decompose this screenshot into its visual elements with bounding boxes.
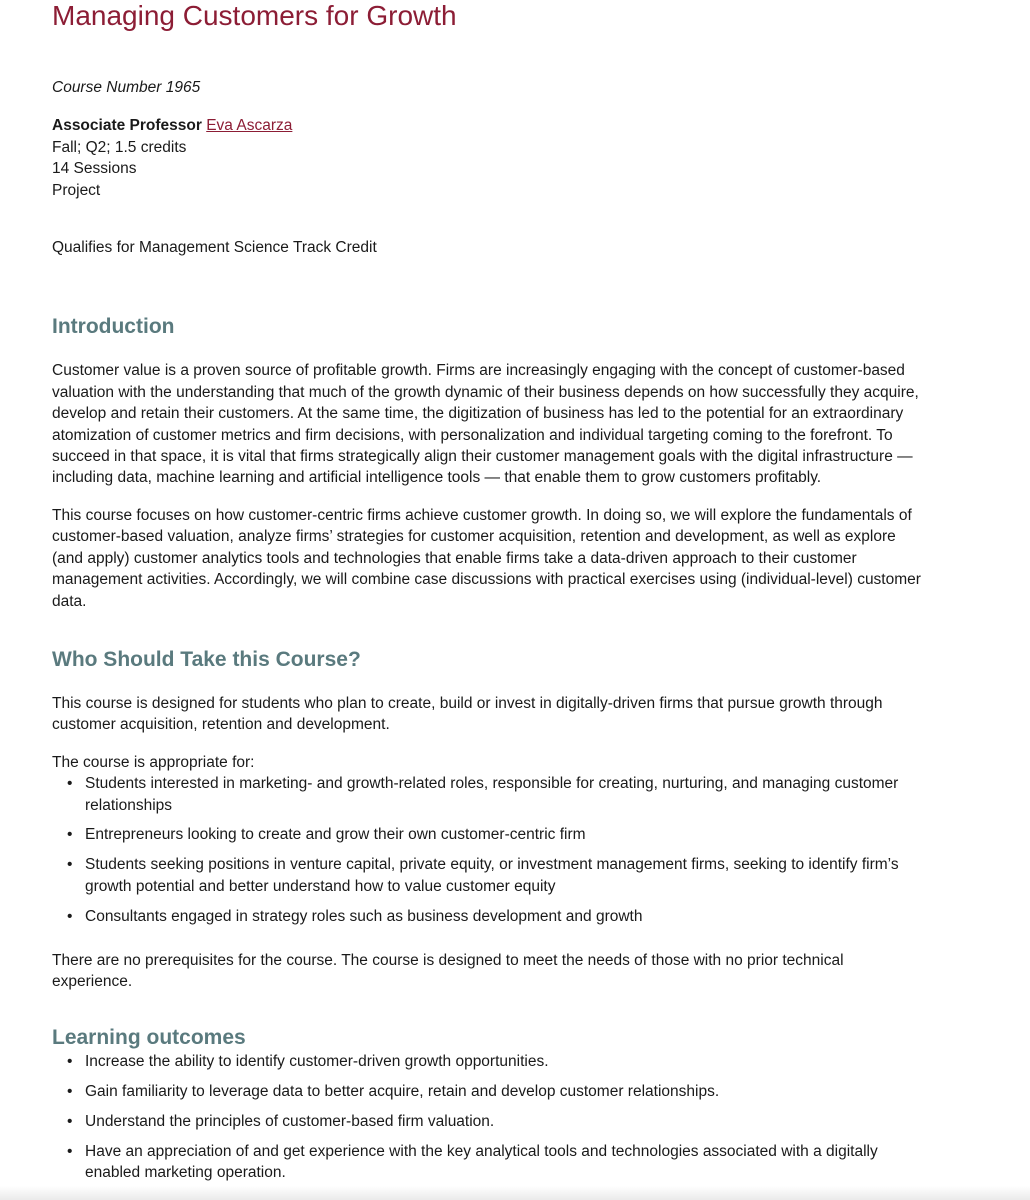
professor-link[interactable]: Eva Ascarza: [206, 117, 293, 135]
list-item-text: Students interested in marketing- and growth-related roles, responsible for creating, nurturing, and managing customer relationships: [85, 775, 899, 814]
introduction-paragraph: Customer value is a proven source of profitable growth. Firms are increasingly engaging with the concept of customer-based valuation with the understanding that much of the growth dynamic of their business depends on how successfully they acquire, develop and retain their customers. At the same time, the digitization of business has led to the potential for an extraordinary atomization of customer metrics and firm decisions, with personalization and individual targeting coming to the forefront. To succeed in that space, it is vital that firms strategically align their customer management goals with the digital infrastructure — including data, machine learning and artificial intelligence tools — that enable them to grow customers profitably.: [52, 362, 919, 487]
bullet-icon: •: [67, 826, 73, 844]
list-item-text: Entrepreneurs looking to create and grow their own customer-centric firm: [85, 826, 586, 844]
term-info: Fall; Q2; 1.5 credits: [52, 138, 187, 156]
professor-line: [52, 115, 922, 136]
list-item-text: Have an appreciation of and get experience with the key analytical tools and technologies associated with a digitally enabled marketing operation.: [85, 1142, 878, 1181]
professor-title: Associate Professor: [52, 117, 202, 135]
list-item-text: Understand the principles of customer-based firm valuation.: [85, 1112, 495, 1130]
list-item: [67, 906, 922, 927]
appropriate-for-intro: The course is appropriate for:: [52, 753, 255, 771]
bullet-icon: •: [67, 775, 73, 793]
list-item-text: Increase the ability to identify customer-driven growth opportunities.: [85, 1052, 549, 1070]
bottom-fade: [0, 1186, 1030, 1200]
course-number: Course Number 1965: [52, 79, 201, 96]
format-info: Project: [52, 181, 101, 199]
sessions-info: 14 Sessions: [52, 160, 137, 178]
list-item: [67, 824, 922, 845]
who-paragraph: This course is designed for students who plan to create, build or invest in digitally-driven firms that pursue growth through customer acquisition, retention and development.: [52, 694, 883, 734]
list-item: [67, 773, 922, 816]
bullet-icon: •: [67, 907, 73, 925]
bullet-icon: •: [67, 1112, 73, 1130]
list-item: [67, 1051, 922, 1072]
list-item: [67, 1141, 922, 1184]
list-item-text: Gain familiarity to leverage data to better acquire, retain and develop customer relationships.: [85, 1082, 720, 1100]
learning-outcomes-heading: Learning outcomes: [52, 1025, 246, 1049]
appropriate-for-list: [52, 773, 922, 927]
bullet-icon: •: [67, 1142, 73, 1160]
course-meta: [52, 115, 922, 201]
list-item-text: Students seeking positions in venture capital, private equity, or investment management firms, seeking to identify firm’s growth potential and better understand how to value customer equity: [85, 856, 899, 895]
bullet-icon: •: [67, 856, 73, 874]
bullet-icon: •: [67, 1052, 73, 1070]
list-item: [67, 1081, 922, 1102]
course-page: [52, 0, 922, 1192]
introduction-paragraph: This course focuses on how customer-centric firms achieve customer growth. In doing so, we will explore the fundamentals of customer-based valuation, analyze firms’ strategies for customer acquisition, retention and development, as well as explore (and apply) customer analytics tools and technologies that enable firms take a data-driven approach to their customer management activities. Accordingly, we will combine case discussions with practical exercises using (individual-level) customer data.: [52, 506, 921, 610]
track-credit: Qualifies for Management Science Track Credit: [52, 239, 377, 257]
who-should-take-heading: Who Should Take this Course?: [52, 647, 361, 671]
list-item: [67, 854, 922, 897]
bullet-icon: •: [67, 1082, 73, 1100]
prerequisites-text: There are no prerequisites for the course. The course is designed to meet the needs of those with no prior technical experience.: [52, 952, 844, 991]
introduction-heading: Introduction: [52, 315, 175, 339]
list-item: [67, 1111, 922, 1132]
page-title: Managing Customers for Growth: [52, 0, 457, 31]
list-item-text: Consultants engaged in strategy roles such as business development and growth: [85, 907, 643, 925]
learning-outcomes-list: [52, 1051, 922, 1184]
